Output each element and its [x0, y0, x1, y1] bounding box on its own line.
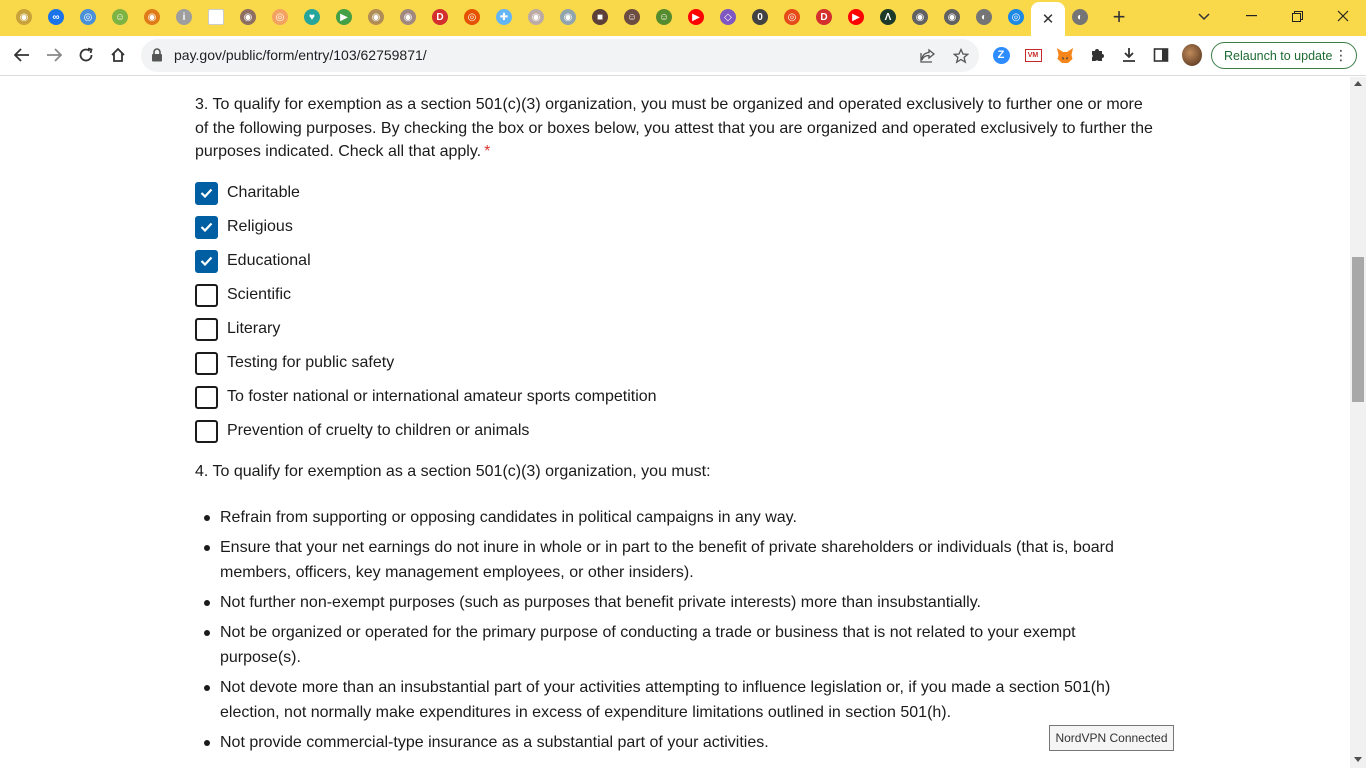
purpose-option[interactable] — [195, 317, 280, 341]
question-3-text: 3. To qualify for exemption as a section 501(c)(3) organization, you must be organized and operated exclusively to further one or more of the following purposes. By checking the box or boxes below, you attest that you are organized and operated exclusively to further the purposes indicated. Check all that apply. — [195, 96, 1153, 160]
tab-2[interactable] — [44, 6, 68, 28]
favicon-23-icon: ◇ — [720, 9, 736, 25]
required-marker: * — [484, 143, 491, 160]
tab-29[interactable] — [908, 6, 932, 28]
purpose-option[interactable] — [195, 215, 293, 239]
tab-25[interactable] — [780, 6, 804, 28]
checkbox-checked[interactable] — [195, 250, 218, 273]
checkmark-icon — [200, 256, 213, 266]
close-tab-icon[interactable]: ✕ — [1041, 11, 1055, 28]
scrollbar-thumb[interactable] — [1352, 257, 1364, 402]
tab-31[interactable] — [972, 6, 996, 28]
back-button[interactable] — [7, 40, 37, 70]
chevron-down-icon — [1198, 13, 1210, 21]
question-4-text: 4. To qualify for exemption as a section 501(c)(3) organization, you must: — [195, 463, 711, 480]
globe-icon: ◐ — [1072, 9, 1088, 25]
nordvpn-status-tooltip: NordVPN Connected — [1049, 725, 1174, 751]
tab-10[interactable] — [300, 6, 324, 28]
close-icon — [1337, 10, 1349, 22]
favicon-11-icon: ▶ — [336, 9, 352, 25]
tab-16[interactable] — [492, 6, 516, 28]
favicon-22-icon: ▶ — [688, 9, 704, 25]
tab-23[interactable] — [716, 6, 740, 28]
favicon-1-icon: ◉ — [16, 9, 32, 25]
favicon-21-icon: ☺ — [656, 9, 672, 25]
home-icon — [110, 47, 126, 63]
active-tab[interactable] — [1031, 2, 1065, 36]
checkbox-unchecked[interactable] — [195, 352, 218, 375]
purpose-label[interactable]: Scientific — [227, 286, 292, 303]
tab-9[interactable] — [268, 6, 292, 28]
requirements-list — [220, 505, 1140, 760]
favicon-18-icon: ◉ — [560, 9, 576, 25]
relaunch-label: Relaunch to update — [1224, 48, 1333, 63]
favicon-20-icon: ☺ — [624, 9, 640, 25]
tab-18[interactable] — [556, 6, 580, 28]
tab-13[interactable] — [396, 6, 420, 28]
favicon-3-icon: ◎ — [80, 9, 96, 25]
checkbox-checked[interactable] — [195, 182, 218, 205]
address-bar[interactable] — [141, 39, 979, 72]
tab-17[interactable] — [524, 6, 548, 28]
tab-30[interactable] — [940, 6, 964, 28]
vm-extension-icon[interactable]: VM — [1023, 45, 1043, 65]
tab-24[interactable] — [748, 6, 772, 28]
favicon-12-icon: ◉ — [368, 9, 384, 25]
checkmark-icon — [200, 222, 213, 232]
tab-15[interactable] — [460, 6, 484, 28]
forward-button[interactable] — [39, 40, 69, 70]
favicon-15-icon: ◎ — [464, 9, 480, 25]
favicon-27-icon: ▶ — [848, 9, 864, 25]
favicon-17-icon: ◉ — [528, 9, 544, 25]
lock-icon[interactable] — [151, 48, 163, 62]
browser-toolbar — [0, 36, 1366, 76]
side-panel-icon[interactable] — [1151, 45, 1171, 65]
url-text[interactable]: pay.gov/public/form/entry/103/62759871/ — [174, 47, 427, 63]
tab-22[interactable] — [684, 6, 708, 28]
purpose-label[interactable]: Charitable — [227, 184, 300, 201]
minimize-button[interactable] — [1228, 0, 1274, 32]
tab-14[interactable] — [428, 6, 452, 28]
metamask-fox-icon[interactable] — [1055, 45, 1075, 65]
favicon-7-icon — [208, 9, 224, 25]
tab-28[interactable] — [876, 6, 900, 28]
scroll-up-arrow-icon[interactable] — [1354, 81, 1362, 86]
purpose-option[interactable] — [195, 419, 529, 443]
favicon-9-icon: ◎ — [272, 9, 288, 25]
tab-7[interactable] — [204, 6, 228, 28]
favicon-31-icon: ◐ — [976, 9, 992, 25]
favicon-4-icon: ☺ — [112, 9, 128, 25]
tab-4[interactable] — [108, 6, 132, 28]
list-item: Refrain from supporting or opposing candidates in political campaigns in any way. — [220, 505, 1140, 530]
tab-strip — [0, 0, 1366, 36]
list-item: Not be organized or operated for the primary purpose of conducting a trade or business that is not related to your exempt purpose(s). — [220, 620, 1140, 670]
new-tab-button[interactable]: + — [1112, 4, 1126, 29]
bookmark-star-icon[interactable] — [952, 47, 970, 65]
restore-button[interactable] — [1274, 0, 1320, 32]
list-item: Not devote more than an insubstantial part of your activities attempting to influence legislation or, if you made a section 501(h) election, not normally make expenditures in excess of expenditure limitations outlined in section 501(h). — [220, 675, 1140, 725]
close-window-button[interactable] — [1320, 0, 1366, 32]
tab-after-active[interactable] — [1068, 6, 1092, 28]
tab-5[interactable] — [140, 6, 164, 28]
page-content — [0, 77, 1350, 768]
favicon-16-icon: ✚ — [496, 9, 512, 25]
minimize-icon — [1246, 15, 1257, 17]
extensions-puzzle-icon[interactable] — [1087, 45, 1107, 65]
tab-19[interactable] — [588, 6, 612, 28]
tab-26[interactable] — [812, 6, 836, 28]
back-arrow-icon — [14, 48, 30, 62]
question-3 — [195, 93, 1160, 164]
checkbox-unchecked[interactable] — [195, 318, 218, 341]
favicon-26-icon: D — [816, 9, 832, 25]
more-menu-icon[interactable]: ⋮ — [1334, 47, 1348, 63]
favicon-19-icon: ■ — [592, 9, 608, 25]
tab-27[interactable] — [844, 6, 868, 28]
favicon-32-icon: ◎ — [1008, 9, 1024, 25]
download-icon[interactable] — [1119, 45, 1139, 65]
forward-arrow-icon — [46, 48, 62, 62]
purpose-label[interactable]: Prevention of cruelty to children or animals — [227, 422, 530, 439]
checkbox-unchecked[interactable] — [195, 420, 218, 443]
checkbox-checked[interactable] — [195, 216, 218, 239]
zoom-extension-icon[interactable]: Z — [991, 45, 1011, 65]
tab-12[interactable] — [364, 6, 388, 28]
list-item: Not provide commercial-type insurance as a substantial part of your activities. — [220, 730, 1140, 755]
list-item: Not further non-exempt purposes (such as purposes that benefit private interests) more than insubstantially. — [220, 590, 1140, 615]
scroll-down-arrow-icon[interactable] — [1354, 757, 1362, 762]
favicon-6-icon: i — [176, 9, 192, 25]
checkbox-unchecked[interactable] — [195, 284, 218, 307]
purpose-option[interactable] — [195, 385, 657, 409]
home-button[interactable] — [103, 40, 133, 70]
tab-20[interactable] — [620, 6, 644, 28]
reload-button[interactable] — [71, 40, 101, 70]
favicon-8-icon: ◉ — [240, 9, 256, 25]
reload-icon — [78, 47, 94, 63]
purpose-option[interactable] — [195, 249, 311, 273]
favicon-25-icon: ◎ — [784, 9, 800, 25]
share-icon[interactable] — [919, 47, 937, 65]
tab-1[interactable] — [12, 6, 36, 28]
tab-21[interactable] — [652, 6, 676, 28]
purpose-label[interactable]: Literary — [227, 320, 281, 337]
checkbox-unchecked[interactable] — [195, 386, 218, 409]
tab-32[interactable] — [1004, 6, 1028, 28]
tab-6[interactable] — [172, 6, 196, 28]
relaunch-to-update-button[interactable] — [1211, 42, 1357, 69]
favicon-24-icon: 0 — [752, 9, 768, 25]
favicon-30-icon: ◉ — [944, 9, 960, 25]
tab-11[interactable] — [332, 6, 356, 28]
tab-search-button[interactable] — [1192, 6, 1216, 28]
restore-icon — [1292, 11, 1303, 22]
tab-3[interactable] — [76, 6, 100, 28]
favicon-10-icon: ♥ — [304, 9, 320, 25]
favicon-28-icon: Λ — [880, 9, 896, 25]
purpose-option[interactable] — [195, 351, 394, 375]
favicon-14-icon: D — [432, 9, 448, 25]
tab-8[interactable] — [236, 6, 260, 28]
purpose-option[interactable] — [195, 283, 291, 307]
favicon-2-icon: ∞ — [48, 9, 64, 25]
page-scrollbar[interactable] — [1350, 77, 1366, 768]
favicon-29-icon: ◉ — [912, 9, 928, 25]
purpose-label[interactable]: Religious — [227, 218, 293, 235]
purpose-option[interactable] — [195, 181, 300, 205]
purpose-label[interactable]: Testing for public safety — [227, 354, 395, 371]
checkmark-icon — [200, 188, 213, 198]
purpose-label[interactable]: To foster national or international amateur sports competition — [227, 388, 657, 405]
favicon-5-icon: ◉ — [144, 9, 160, 25]
favicon-13-icon: ◉ — [400, 9, 416, 25]
purpose-label[interactable]: Educational — [227, 252, 311, 269]
profile-avatar[interactable] — [1182, 45, 1202, 65]
list-item: Ensure that your net earnings do not inure in whole or in part to the benefit of private shareholders or individuals (that is, board members, officers, key management employees, or other insiders). — [220, 535, 1140, 585]
